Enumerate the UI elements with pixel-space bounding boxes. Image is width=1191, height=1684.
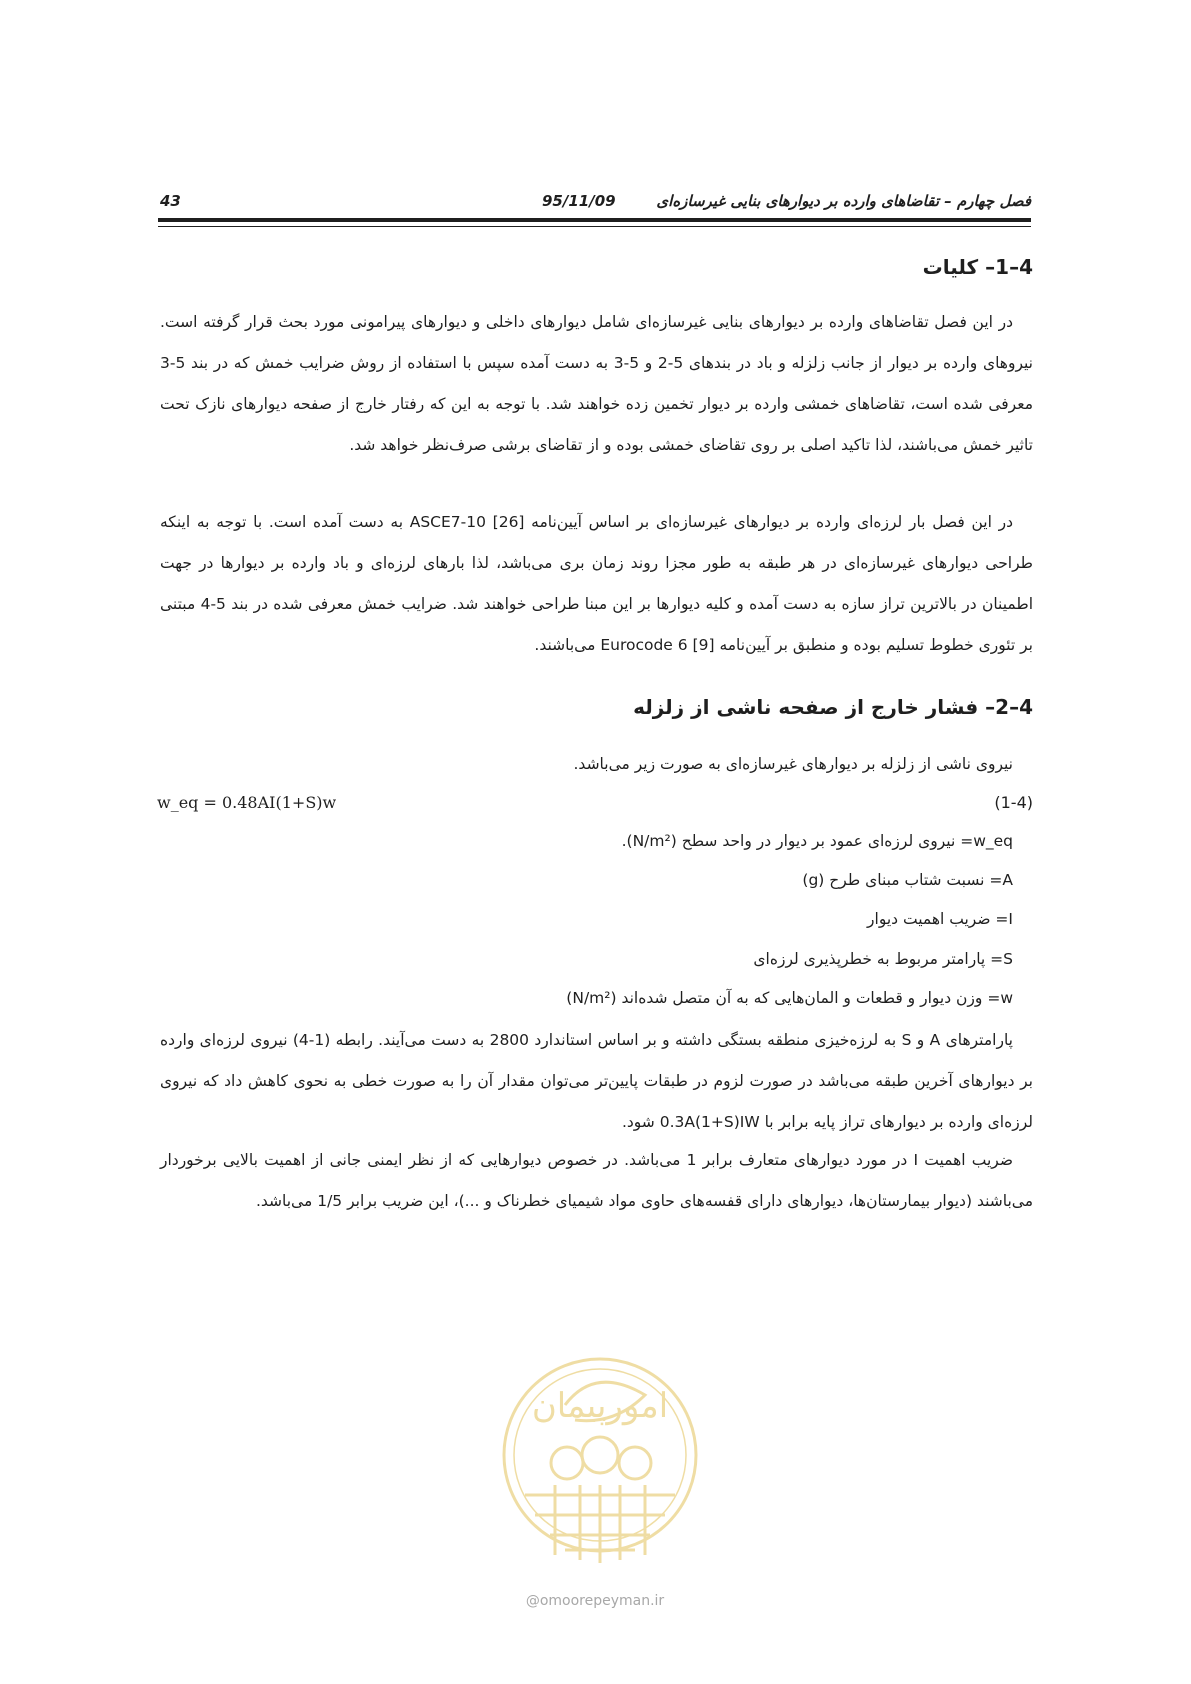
seismic-force-formula — [157, 793, 336, 812]
paragraph-importance-factor: ضریب اهمیت I در مورد دیوارهای متعارف برابر 1 می‌باشد. در خصوص دیوارهایی که از نظر ایمنی جانی از اهمیت بالایی برخوردار می‌باشند (دیوار بیمارستان‌ها، دیوارهای دارای قفسه‌های حاوی مواد شیمیای خطرناک و ...)، این ضریب برابر 1/5 می‌باشد. — [160, 1151, 1033, 1210]
header-rule-thin — [158, 226, 1031, 227]
watermark-logo-text: امورپیمان — [531, 1386, 669, 1426]
definition-w: w= وزن دیوار و قطعات و المان‌هایی که به آن متصل شده‌اند (N/m²) — [566, 989, 1013, 1007]
running-header-chapter: فصل چهارم – تقاضاهای وارده بر دیوارهای بنایی غیرسازه‌ای — [656, 192, 1031, 210]
definition-i: I= ضریب اهمیت دیوار — [867, 910, 1013, 928]
paragraph-general-1: در این فصل تقاضاهای وارده بر دیوارهای بنایی غیرسازه‌ای شامل دیوارهای داخلی و دیوارهای پیرامونی مورد بحث قرار گرفته است. نیروهای وارده بر دیوار از جانب زلزله و باد در بندهای 5-2 و 5-3 به دست آمده سپس با استفاده از روش ضرایب خمش که در بند 5-3 معرفی شده است، تقاضاهای خمشی وارده بر دیوار تخمین زده خواهند شد. با توجه به این که رفتار خارج از صفحه دیوارهای نازک تحت تاثیر خمش می‌باشند، لذا تاکید اصلی بر روی تقاضای خمشی بوده و از تقاضای برشی صرف‌نظر خواهد شد. — [160, 313, 1034, 454]
watermark-site: @omoorepeyman.ir — [525, 1593, 665, 1609]
definition-a: A= نسبت شتاب مبنای طرح (g) — [802, 871, 1013, 889]
watermark-logo — [495, 1345, 705, 1595]
equation-number: (1-4) — [994, 793, 1033, 812]
paragraph-general-2: در این فصل بار لرزه‌ای وارده بر دیوارهای غیرسازه‌ای بر اساس آیین‌نامه ASCE7-10 [26] به دست آمده است. با توجه به اینکه طراحی دیوارهای غیرسازه‌ای در هر طبقه به طور مجزا روند زمان بری می‌باشد، لذا بارهای لرزه‌ای و باد وارده بر دیوارها در جهت اطمینان در بالاترین تراز سازه به دست آمده و کلیه دیوارها بر این مبنا طراحی خواهند شد. ضرایب خمش معرفی شده در بند 5-4 مبتنی بر تئوری خطوط تسلیم بوده و منطبق بر آیین‌نامه Eurocode 6 [9] می‌باشند. — [160, 513, 1034, 654]
section-heading-seismic-pressure: 4–2– فشار خارج از صفحه ناشی از زلزله — [633, 695, 1033, 719]
header-rule-thick — [158, 218, 1031, 222]
definition-weq: w_eq= نیروی لرزه‌ای عمود بر دیوار در واحد سطح (N/m²). — [621, 832, 1013, 850]
paragraph-parameters: پارامترهای A و S به لرزه‌خیزی منطقه بستگی داشته و بر اساس استاندارد 2800 به دست می‌آیند. رابطه (1-4) نیروی لرزه‌ای وارده بر دیوارهای آخرین طبقه می‌باشد در صورت لزوم در طبقات پایین‌تر می‌توان مقدار آن را به صورت خطی به نحوی کاهش داد که نیروی لرزه‌ای وارده بر دیوارهای تراز پایه برابر با 0.3A(1+S)IW شود. — [160, 1031, 1033, 1131]
section-heading-general: 4–1– کلیات — [922, 255, 1033, 279]
page-number: 43 — [160, 192, 181, 210]
definition-s: S= پارامتر مربوط به خطرپذیری لرزه‌ای — [753, 950, 1013, 968]
formula-text: w_eq = 0.48AI(1+S)w — [157, 793, 337, 812]
running-header-date: 95/11/09 — [542, 192, 616, 210]
seismic-force-intro: نیروی ناشی از زلزله بر دیوارهای غیرسازه‌ای به صورت زیر می‌باشد. — [573, 755, 1013, 773]
